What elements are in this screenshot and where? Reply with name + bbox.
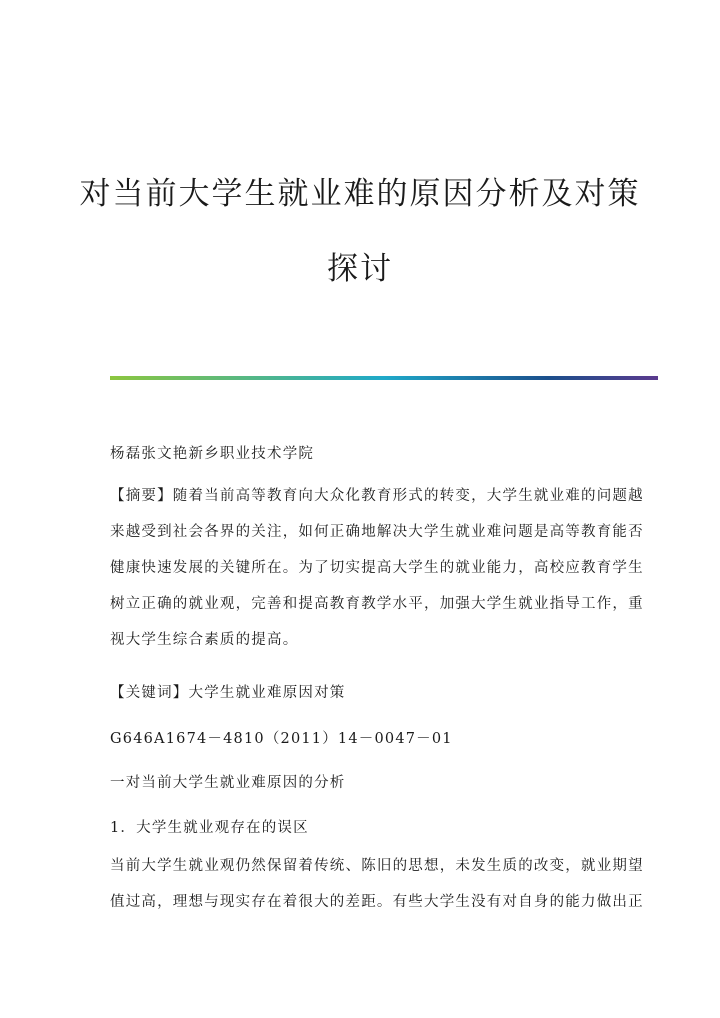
abstract-line: 【摘要】随着当前高等教育向大众化教育形式的转变，大学生就业难的问题越	[110, 488, 644, 504]
title-divider	[110, 376, 658, 380]
keywords-line: 【关键词】大学生就业难原因对策	[110, 685, 346, 701]
title-line-2: 探讨	[327, 251, 393, 287]
body-line: 当前大学生就业观仍然保留着传统、陈旧的思想，未发生质的改变，就业期望	[110, 858, 644, 874]
title-line-1: 对当前大学生就业难的原因分析及对策	[79, 176, 641, 212]
abstract-line: 树立正确的就业观，完善和提高教育教学水平，加强大学生就业指导工作，重	[110, 596, 644, 612]
author-line: 杨磊张文艳新乡职业技术学院	[110, 446, 315, 462]
abstract-line: 视大学生综合素质的提高。	[110, 632, 299, 648]
abstract-line: 健康快速发展的关键所在。为了切实提高大学生的就业能力，高校应教育学生	[110, 560, 644, 576]
body-paragraph	[110, 848, 644, 920]
section-heading: 一对当前大学生就业难原因的分析	[110, 775, 346, 791]
body-line: 值过高，理想与现实存在着很大的差距。有些大学生没有对自身的能力做出正	[110, 894, 644, 910]
abstract-line: 来越受到社会各界的关注，如何正确地解决大学生就业难问题是高等教育能否	[110, 524, 644, 540]
subsection-heading: 1．大学生就业观存在的误区	[110, 820, 309, 836]
classification-code: G646A1674－4810（2011）14－0047－01	[110, 731, 453, 747]
abstract	[110, 478, 644, 658]
